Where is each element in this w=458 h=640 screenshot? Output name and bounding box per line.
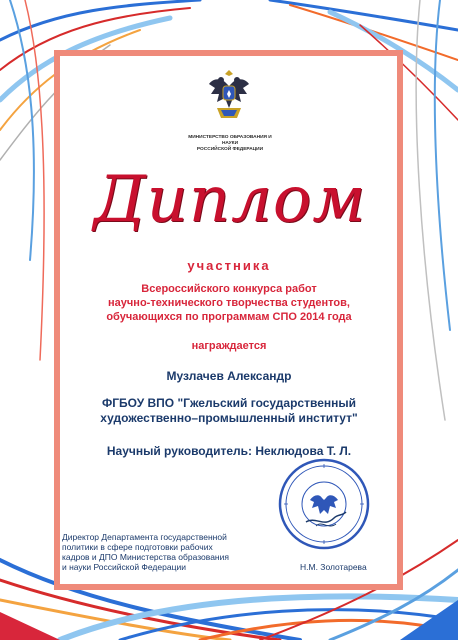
supervisor-line: Научный руководитель: Неклюдова Т. Л. [106, 444, 352, 458]
director-line-3: кадров и ДПО Министерства образования [62, 552, 229, 562]
double-headed-eagle-crest-icon [203, 64, 255, 126]
institution-line-1: ФГБОУ ВПО "Гжельский государственный [102, 396, 356, 410]
official-seal-stamp-icon [276, 456, 372, 552]
ministry-line-1: МИНИСТЕРСТВО ОБРАЗОВАНИЯ И НАУКИ [188, 135, 272, 146]
ministry-line-2: РОССИЙСКОЙ ФЕДЕРАЦИИ [196, 147, 264, 152]
contest-line-1: Всероссийского конкурса работ [141, 283, 317, 295]
awarded-label: награждается [191, 340, 267, 352]
diploma-title: Диплом [93, 163, 367, 237]
contest-line-3: обучающихся по программам СПО 2014 года [106, 311, 352, 323]
contest-description [70, 282, 388, 324]
recipient-name: Музлачев Александр [166, 369, 292, 383]
participant-subtitle: участника [187, 258, 271, 273]
director-line-4: и науки Российской Федерации [62, 562, 186, 572]
institution-line-2: художественно–промышленный институт" [100, 411, 358, 425]
ministry-caption [180, 135, 280, 153]
institution-name [70, 396, 388, 426]
contest-line-2: научно-технического творчества студентов, [108, 297, 350, 309]
director-line-1: Директор Департамента государственной [62, 532, 227, 542]
director-line-2: политики в сфере подготовки рабочих [62, 542, 213, 552]
signer-name: Н.М. Золотарева [300, 562, 367, 572]
director-title [62, 532, 272, 572]
